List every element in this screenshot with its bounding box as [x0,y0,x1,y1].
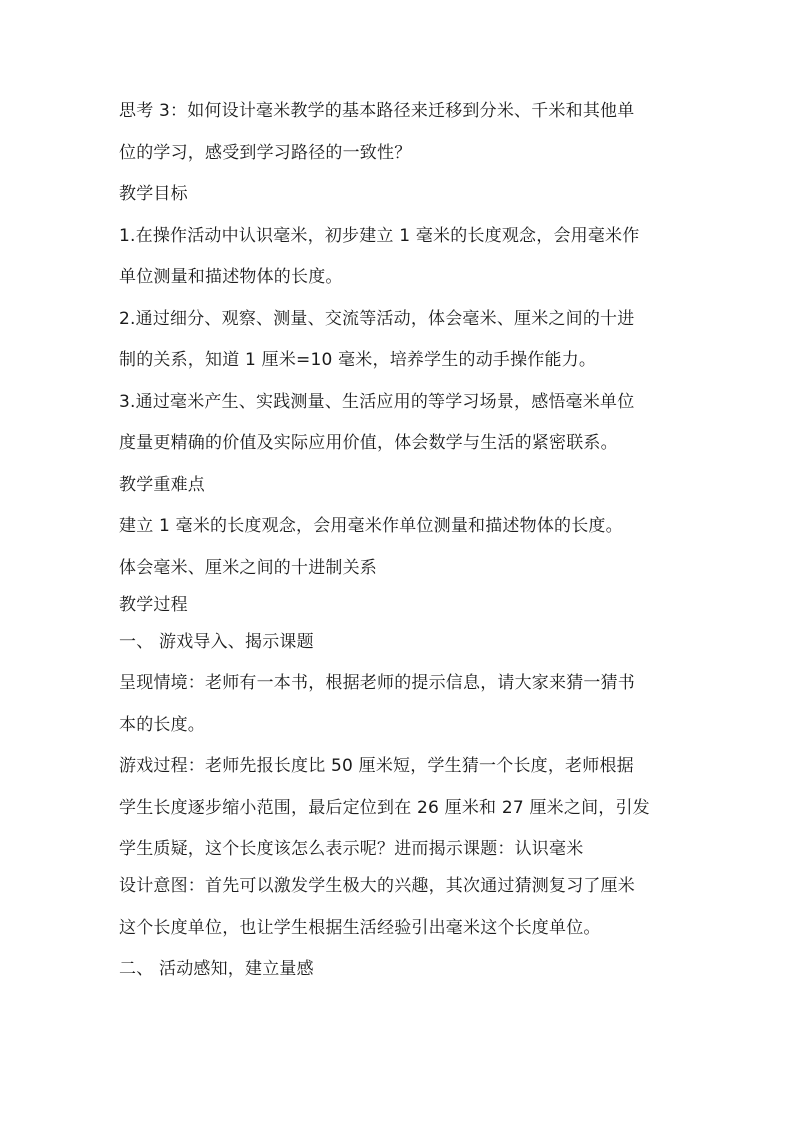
text-line-game-process: 游戏过程：老师先报长度比 50 厘米短，学生猜一个长度，老师根据 [119,756,634,776]
text-line-thinking-3-cont: 位的学习，感受到学习路径的一致性？ [119,142,412,163]
text-line-game-process-cont-1: 学生长度逐步缩小范围，最后定位到在 26 厘米和 27 厘米之间，引发 [119,797,650,818]
text-line-key-point: 建立 1 毫米的长度观念，会用毫米作单位测量和描述物体的长度。 [119,516,623,536]
text-line-goal-1: 1.在操作活动中认识毫米，初步建立 1 毫米的长度观念，会用毫米作 [119,225,640,246]
text-line-goal-3-cont: 度量更精确的价值及实际应用价值，体会数学与生活的紧密联系。 [119,433,618,453]
text-line-scenario-cont: 本的长度。 [119,714,205,735]
heading-teaching-process: 教学过程 [119,594,188,615]
text-line-design-intent: 设计意图：首先可以激发学生极大的兴趣，其次通过猜测复习了厘米 [119,876,635,896]
text-line-goal-2: 2.通过细分、观察、测量、交流等活动，体会毫米、厘米之间的十进 [119,308,635,329]
document-page [119,98,689,998]
text-line-scenario: 呈现情境：老师有一本书，根据老师的提示信息，请大家来猜一猜书 [119,673,635,693]
text-line-goal-2-cont: 制的关系，知道 1 厘米=10 毫米，培养学生的动手操作能力。 [119,350,597,370]
text-line-design-intent-cont: 这个长度单位，也让学生根据生活经验引出毫米这个长度单位。 [119,917,601,938]
text-line-difficulty: 体会毫米、厘米之间的十进制关系 [119,557,377,578]
heading-section-1: 一、 游戏导入、揭示课题 [119,631,314,652]
text-line-goal-3: 3.通过毫米产生、实践测量、生活应用的等学习场景，感悟毫米单位 [119,391,635,412]
text-line-game-process-cont-2: 学生质疑，这个长度该怎么表示呢？进而揭示课题：认识毫米 [119,839,584,859]
heading-section-2: 二、 活动感知，建立量感 [119,959,314,979]
text-line-thinking-3: 思考 3：如何设计毫米教学的基本路径来迁移到分米、千米和其他单 [119,101,635,121]
heading-teaching-goals: 教学目标 [119,184,188,204]
text-line-goal-1-cont: 单位测量和描述物体的长度。 [119,267,343,287]
heading-key-difficulties: 教学重难点 [119,474,205,495]
